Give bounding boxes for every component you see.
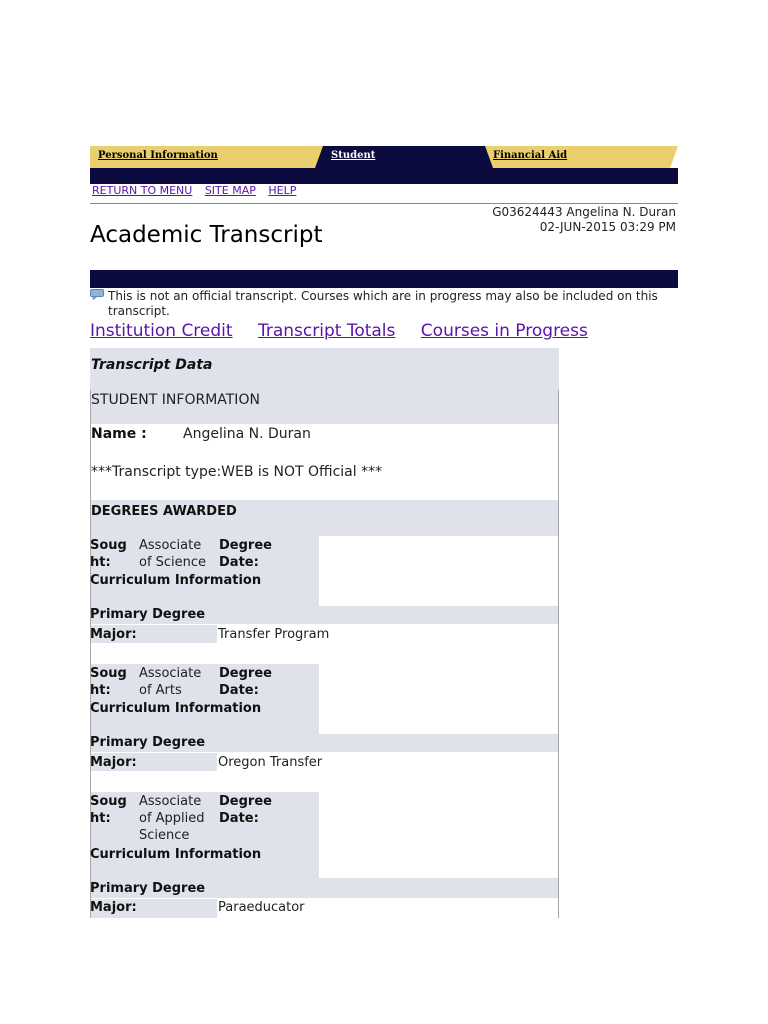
- courses-in-progress-link[interactable]: Courses in Progress: [420, 321, 588, 341]
- table-border-right: [558, 390, 559, 918]
- tab-bar: [90, 146, 678, 168]
- student-info-header: STUDENT INFORMATION: [91, 392, 260, 408]
- transcript-table: [90, 348, 559, 918]
- transcript-caption: Transcript Data: [91, 357, 213, 373]
- tab-personal-information[interactable]: Personal Information: [90, 146, 323, 168]
- user-id-name: G03624443 Angelina N. Duran: [492, 205, 676, 219]
- tab-student[interactable]: Student: [323, 146, 485, 168]
- curriculum-label: Curriculum Information: [90, 701, 262, 716]
- degrees-header: DEGREES AWARDED: [91, 504, 237, 519]
- tab-divider-left: [315, 146, 323, 168]
- primary-degree-label: Primary Degree: [90, 881, 206, 896]
- page-title: Academic Transcript: [90, 222, 323, 248]
- institution-credit-link[interactable]: Institution Credit: [90, 321, 233, 341]
- return-to-menu-link[interactable]: RETURN TO MENU: [92, 184, 193, 197]
- degree-date-label: Degree Date:: [219, 794, 272, 826]
- student-name: Angelina N. Duran: [183, 426, 311, 442]
- timestamp: 02-JUN-2015 03:29 PM: [539, 220, 676, 234]
- info-text: This is not an official transcript. Courses which are in progress may also be included on this transcript.: [108, 289, 658, 318]
- major-value: Oregon Transfer: [218, 755, 323, 770]
- major-label: Major:: [90, 627, 137, 642]
- degree-date-label: Degree Date:: [219, 538, 272, 570]
- sought-label: Soug ht:: [90, 794, 127, 826]
- help-link[interactable]: HELP: [268, 184, 297, 197]
- degree-value: Associate of Arts: [139, 666, 202, 698]
- degree-value: Associate of Science: [139, 538, 207, 570]
- info-icon: [90, 289, 104, 300]
- transcript-type: ***Transcript type:WEB is NOT Official ***: [91, 464, 383, 480]
- header-band: [90, 270, 678, 288]
- header-divider: [90, 203, 678, 204]
- name-label: Name :: [91, 426, 147, 442]
- degree-value: Associate of Applied Science: [139, 794, 205, 843]
- major-value: Transfer Program: [218, 627, 330, 642]
- site-map-link[interactable]: SITE MAP: [204, 184, 256, 197]
- user-info: [430, 205, 676, 235]
- major-value: Paraeducator: [218, 900, 305, 915]
- tab-financial-aid[interactable]: Financial Aid: [485, 146, 678, 168]
- primary-degree-label: Primary Degree: [90, 607, 206, 622]
- curriculum-label: Curriculum Information: [90, 847, 262, 862]
- curriculum-label: Curriculum Information: [90, 573, 262, 588]
- transcript-totals-link[interactable]: Transcript Totals: [257, 321, 396, 341]
- nav-strip: [90, 168, 678, 184]
- top-links: [92, 184, 305, 197]
- section-links: [90, 321, 608, 341]
- tab-divider-right: [485, 146, 493, 168]
- primary-degree-label: Primary Degree: [90, 735, 206, 750]
- degree-date-label: Degree Date:: [219, 666, 272, 698]
- tab-end-corner: [670, 146, 678, 168]
- sought-label: Soug ht:: [90, 538, 127, 570]
- sought-label: Soug ht:: [90, 666, 127, 698]
- major-label: Major:: [90, 900, 137, 915]
- major-label: Major:: [90, 755, 137, 770]
